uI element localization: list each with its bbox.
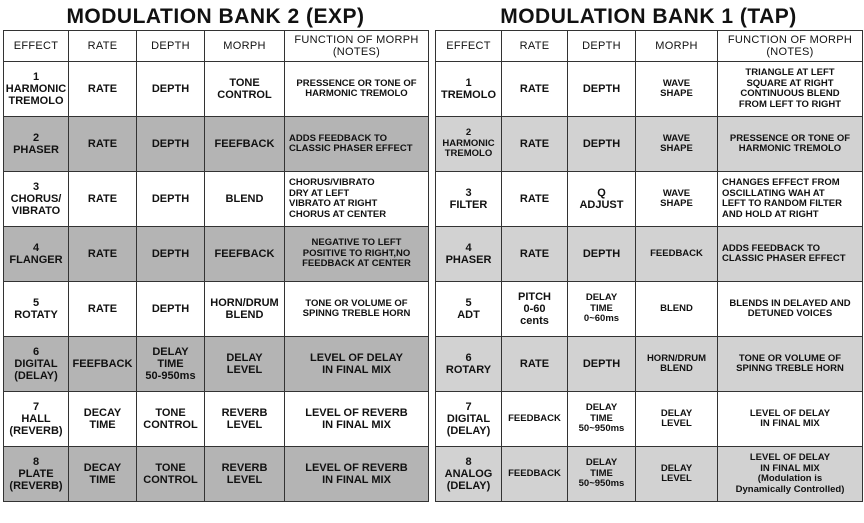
depth-cell: Q ADJUST	[568, 172, 636, 227]
table-row	[4, 172, 429, 227]
header-cell: FUNCTION OF MORPH (NOTES)	[285, 31, 429, 62]
bank1-header-row	[436, 31, 863, 62]
table-row	[436, 282, 863, 337]
table-row	[4, 282, 429, 337]
morph-cell: REVERB LEVEL	[205, 447, 285, 502]
table-row	[436, 172, 863, 227]
depth-cell: DELAY TIME 50-950ms	[137, 337, 205, 392]
depth-cell: DEPTH	[568, 227, 636, 282]
rate-cell: FEEFBACK	[69, 337, 137, 392]
effect-cell: 1 HARMONIC TREMOLO	[4, 62, 69, 117]
notes-cell: TONE OR VOLUME OF SPINNG TREBLE HORN	[718, 337, 863, 392]
header-cell: FUNCTION OF MORPH (NOTES)	[718, 31, 863, 62]
rate-cell: PITCH 0-60 cents	[502, 282, 568, 337]
notes-cell: ADDS FEEDBACK TO CLASSIC PHASER EFFECT	[285, 117, 429, 172]
table-row	[436, 227, 863, 282]
morph-cell: TONE CONTROL	[205, 62, 285, 117]
morph-cell: FEEFBACK	[205, 117, 285, 172]
effect-cell: 7 DIGITAL (DELAY)	[436, 392, 502, 447]
header-cell: MORPH	[205, 31, 285, 62]
notes-cell: TRIANGLE AT LEFT SQUARE AT RIGHT CONTINUOUS BLEND FROM LEFT TO RIGHT	[718, 62, 863, 117]
notes-cell: ADDS FEEDBACK TO CLASSIC PHASER EFFECT	[718, 227, 863, 282]
effect-cell: 4 PHASER	[436, 227, 502, 282]
header-cell: RATE	[502, 31, 568, 62]
rate-cell: RATE	[502, 117, 568, 172]
rate-cell: RATE	[502, 62, 568, 117]
header-cell: DEPTH	[568, 31, 636, 62]
table-row	[4, 62, 429, 117]
header-cell: RATE	[69, 31, 137, 62]
notes-cell: CHANGES EFFECT FROM OSCILLATING WAH AT LEFT TO RANDOM FILTER AND HOLD AT RIGHT	[718, 172, 863, 227]
effect-cell: 8 ANALOG (DELAY)	[436, 447, 502, 502]
effect-cell: 8 PLATE (REVERB)	[4, 447, 69, 502]
effect-cell: 1 TREMOLO	[436, 62, 502, 117]
morph-cell: REVERB LEVEL	[205, 392, 285, 447]
notes-cell: LEVEL OF REVERB IN FINAL MIX	[285, 392, 429, 447]
notes-cell: LEVEL OF DELAY IN FINAL MIX	[718, 392, 863, 447]
notes-cell: NEGATIVE TO LEFT POSITIVE TO RIGHT,NO FEEDBACK AT CENTER	[285, 227, 429, 282]
depth-cell: DEPTH	[137, 62, 205, 117]
table-row	[4, 337, 429, 392]
morph-cell: DELAY LEVEL	[636, 447, 718, 502]
header-cell: EFFECT	[4, 31, 69, 62]
depth-cell: DEPTH	[137, 172, 205, 227]
depth-cell: DEPTH	[568, 62, 636, 117]
effect-cell: 7 HALL (REVERB)	[4, 392, 69, 447]
morph-cell: BLEND	[636, 282, 718, 337]
bank1-panel	[435, 0, 862, 502]
rate-cell: RATE	[69, 117, 137, 172]
bank2-table	[3, 30, 429, 502]
bank2-header-row	[4, 31, 429, 62]
table-row	[4, 392, 429, 447]
rate-cell: RATE	[69, 172, 137, 227]
notes-cell: LEVEL OF DELAY IN FINAL MIX	[285, 337, 429, 392]
table-row	[436, 117, 863, 172]
effect-cell: 4 FLANGER	[4, 227, 69, 282]
depth-cell: DEPTH	[137, 282, 205, 337]
table-row	[4, 227, 429, 282]
morph-cell: WAVE SHAPE	[636, 62, 718, 117]
table-row	[436, 447, 863, 502]
table-row	[4, 117, 429, 172]
bank1-table	[435, 30, 863, 502]
notes-cell: PRESSENCE OR TONE OF HARMONIC TREMOLO	[285, 62, 429, 117]
effect-cell: 3 FILTER	[436, 172, 502, 227]
notes-cell: PRESSENCE OR TONE OF HARMONIC TREMOLO	[718, 117, 863, 172]
morph-cell: DELAY LEVEL	[636, 392, 718, 447]
table-row	[436, 392, 863, 447]
morph-cell: BLEND	[205, 172, 285, 227]
effect-cell: 2 PHASER	[4, 117, 69, 172]
depth-cell: DELAY TIME 50~950ms	[568, 447, 636, 502]
depth-cell: DEPTH	[568, 117, 636, 172]
notes-cell: BLENDS IN DELAYED AND DETUNED VOICES	[718, 282, 863, 337]
morph-cell: HORN/DRUM BLEND	[205, 282, 285, 337]
depth-cell: DELAY TIME 0~60ms	[568, 282, 636, 337]
rate-cell: FEEDBACK	[502, 392, 568, 447]
rate-cell: RATE	[69, 282, 137, 337]
bank1-title: MODULATION BANK 1 (TAP)	[500, 5, 797, 28]
rate-cell: RATE	[502, 172, 568, 227]
rate-cell: DECAY TIME	[69, 392, 137, 447]
morph-cell: HORN/DRUM BLEND	[636, 337, 718, 392]
rate-cell: RATE	[69, 227, 137, 282]
depth-cell: DEPTH	[137, 227, 205, 282]
rate-cell: FEEDBACK	[502, 447, 568, 502]
header-cell: MORPH	[636, 31, 718, 62]
rate-cell: RATE	[69, 62, 137, 117]
morph-cell: DELAY LEVEL	[205, 337, 285, 392]
depth-cell: TONE CONTROL	[137, 447, 205, 502]
notes-cell: LEVEL OF DELAY IN FINAL MIX (Modulation is Dynamically Controlled)	[718, 447, 863, 502]
depth-cell: DELAY TIME 50~950ms	[568, 392, 636, 447]
depth-cell: DEPTH	[568, 337, 636, 392]
notes-cell: LEVEL OF REVERB IN FINAL MIX	[285, 447, 429, 502]
rate-cell: RATE	[502, 227, 568, 282]
notes-cell: TONE OR VOLUME OF SPINNG TREBLE HORN	[285, 282, 429, 337]
bank2-title: MODULATION BANK 2 (EXP)	[66, 5, 365, 28]
table-row	[4, 447, 429, 502]
effect-cell: 5 ADT	[436, 282, 502, 337]
rate-cell: DECAY TIME	[69, 447, 137, 502]
effect-cell: 5 ROTATY	[4, 282, 69, 337]
rate-cell: RATE	[502, 337, 568, 392]
effect-cell: 6 DIGITAL (DELAY)	[4, 337, 69, 392]
depth-cell: DEPTH	[137, 117, 205, 172]
table-row	[436, 62, 863, 117]
morph-cell: FEEDBACK	[636, 227, 718, 282]
effect-cell: 6 ROTARY	[436, 337, 502, 392]
header-cell: DEPTH	[137, 31, 205, 62]
depth-cell: TONE CONTROL	[137, 392, 205, 447]
effect-cell: 2 HARMONIC TREMOLO	[436, 117, 502, 172]
table-row	[436, 337, 863, 392]
bank2-panel	[3, 0, 428, 502]
morph-cell: WAVE SHAPE	[636, 117, 718, 172]
effect-cell: 3 CHORUS/ VIBRATO	[4, 172, 69, 227]
header-cell: EFFECT	[436, 31, 502, 62]
notes-cell: CHORUS/VIBRATO DRY AT LEFT VIBRATO AT RIGHT CHORUS AT CENTER	[285, 172, 429, 227]
morph-cell: FEEFBACK	[205, 227, 285, 282]
morph-cell: WAVE SHAPE	[636, 172, 718, 227]
